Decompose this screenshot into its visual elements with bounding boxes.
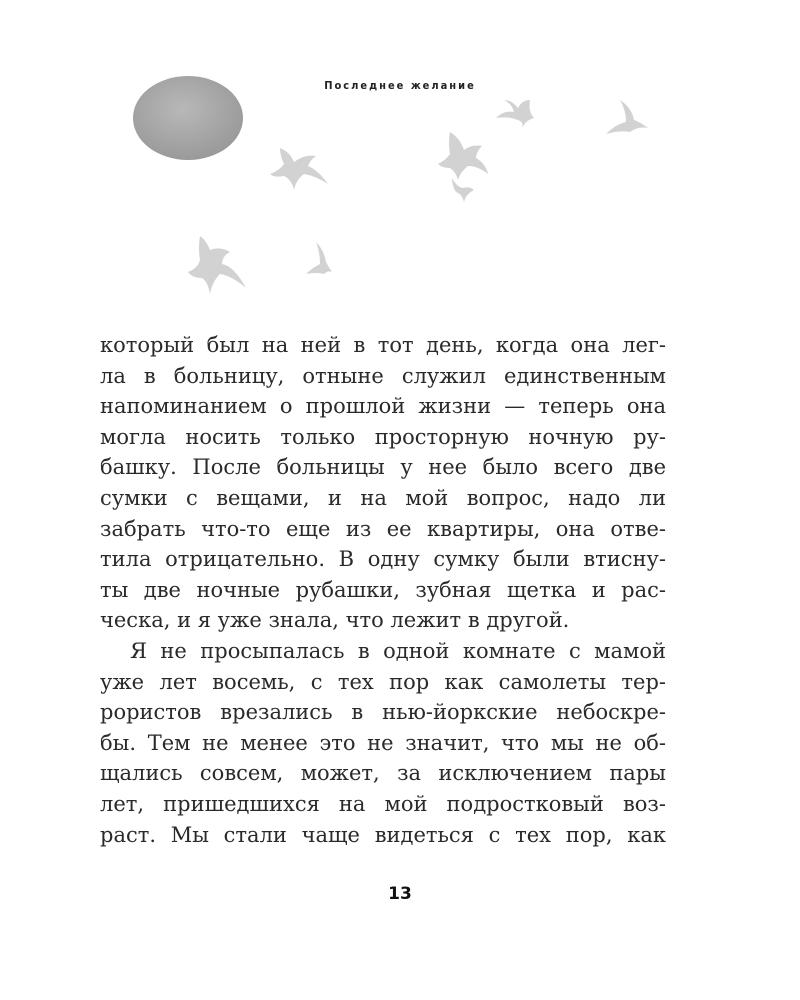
text-line: ческа, и я уже знала, что лежит в другой. (100, 608, 570, 633)
text-line: сумки с вещами, и на мой вопрос, надо ли (100, 485, 666, 510)
birds-group (188, 100, 648, 294)
text-line: ла в больницу, отныне служил единственным (100, 363, 666, 388)
moon-and-birds-illustration (120, 70, 680, 310)
text-line: который был на ней в тот день, когда она лег- (100, 333, 666, 357)
text-line: Я не просыпалась в одной комнате с мамой (130, 638, 666, 663)
bird-icon (188, 236, 246, 294)
text-line: тила отрицательно. В одну сумку были втисну- (100, 547, 666, 572)
text-line: башку. После больницы у нее было всего две (100, 455, 666, 480)
bird-icon (452, 178, 474, 202)
text-line: уже лет восемь, с тех пор как самолеты тер- (100, 669, 666, 694)
text-line: лет, пришедшихся на мой подростковый воз- (100, 791, 666, 816)
body-text (100, 330, 666, 850)
page-number: 13 (388, 884, 412, 904)
moon-icon (133, 76, 243, 160)
text-line: ты две ночные рубашки, зубная щетка и рас- (100, 577, 666, 602)
text-line: могла носить только просторную ночную ру- (100, 424, 666, 449)
bird-icon (496, 100, 534, 128)
text-line: бы. Тем не менее это не значит, что мы не об- (100, 730, 666, 755)
running-header: Последнее желание (324, 79, 476, 92)
bird-icon (606, 100, 648, 134)
text-line: щались совсем, может, за исключением пары (100, 761, 666, 786)
bird-icon (270, 148, 328, 190)
text-line: напоминанием о прошлой жизни — теперь она (100, 394, 666, 419)
paragraph (100, 330, 666, 636)
bird-icon (306, 242, 332, 274)
text-line: раст. Мы стали чаще видеться с тех пор, как (100, 822, 666, 847)
bird-icon (438, 132, 488, 180)
paragraph (100, 636, 666, 850)
text-line: рористов врезались в нью-йоркские небоскре- (100, 700, 666, 725)
text-line: забрать что-то еще из ее квартиры, она отве- (100, 516, 666, 541)
